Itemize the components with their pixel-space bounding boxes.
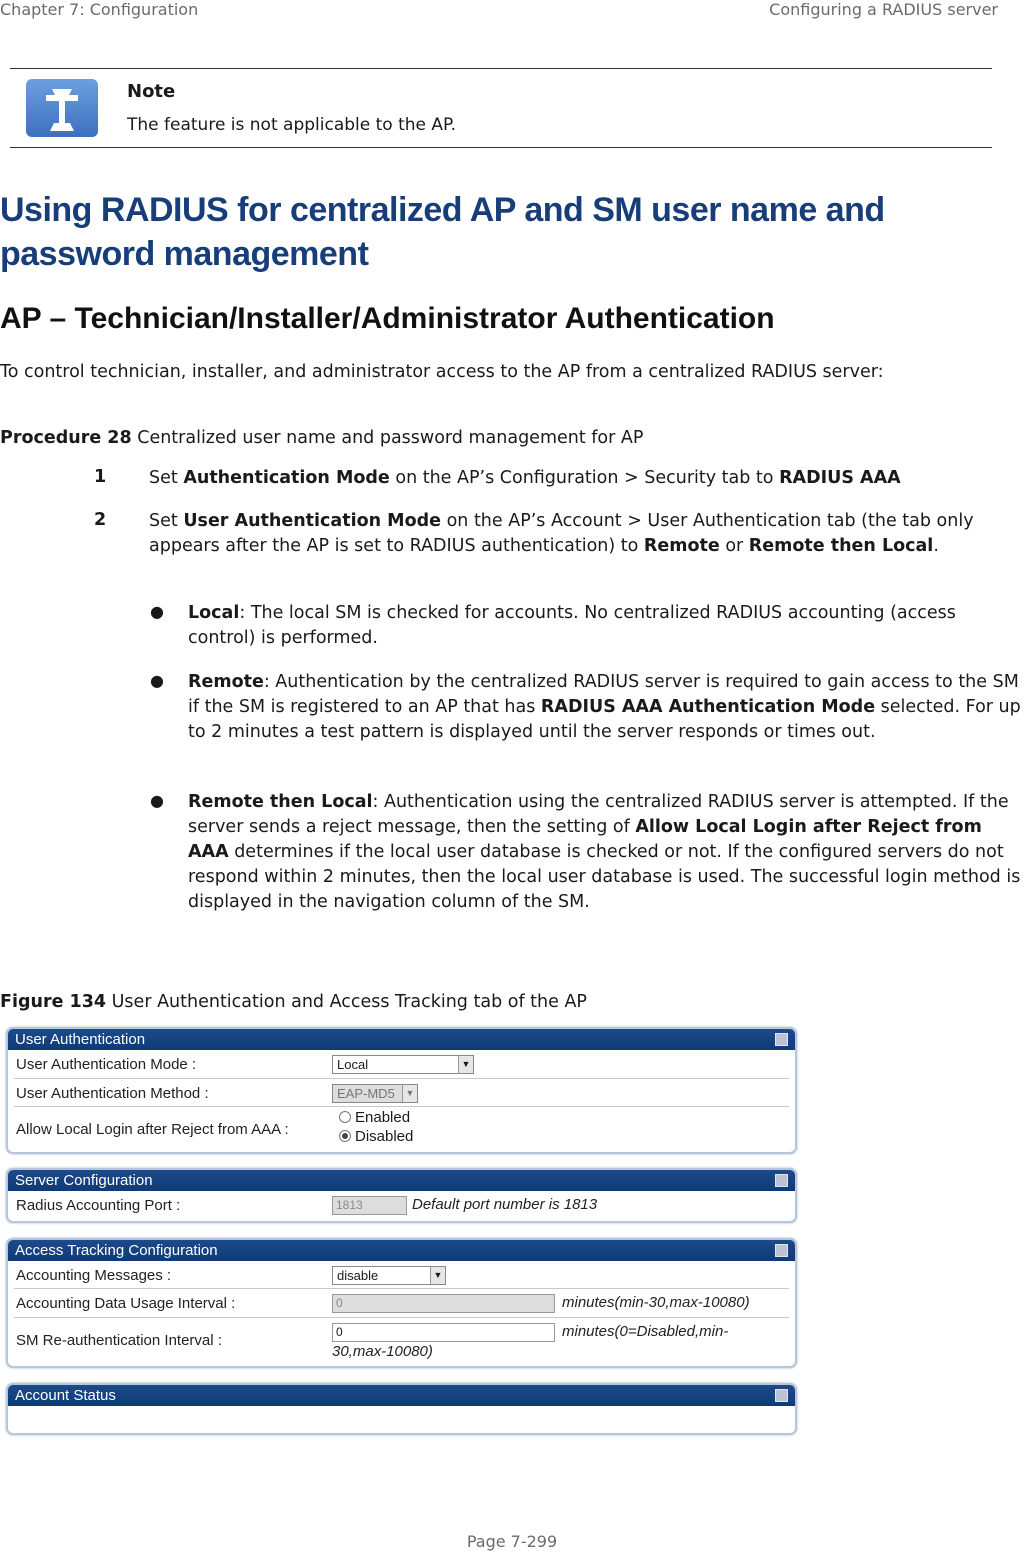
disabled-option[interactable]: Disabled <box>339 1128 413 1145</box>
minimize-icon[interactable] <box>775 1244 788 1257</box>
usage-interval-input[interactable]: 0 <box>332 1294 555 1313</box>
chapter-header: Chapter 7: Configuration <box>0 0 199 19</box>
server-configuration-panel <box>6 1168 797 1223</box>
panel-title: Access Tracking Configuration <box>8 1240 795 1261</box>
enabled-option[interactable]: Enabled <box>339 1109 410 1126</box>
subsection-heading: AP – Technician/Installer/Administrator Authentication <box>0 302 775 335</box>
step-2: Set User Authentication Mode on the AP’s Account > User Authentication tab (the tab only appears after the AP is set to RADIUS authentication) to Remote or Remote then Local. <box>149 511 974 556</box>
reauth-interval-row <box>14 1318 789 1362</box>
accounting-messages-label: Accounting Messages : <box>16 1267 172 1284</box>
intro-paragraph: To control technician, installer, and administrator access to the AP from a centralized RADIUS server: <box>0 362 884 382</box>
figure-text: User Authentication and Access Tracking tab of the AP <box>106 992 587 1012</box>
chevron-down-icon: ▼ <box>458 1056 473 1073</box>
radio-disabled[interactable] <box>339 1130 351 1142</box>
procedure-text: Centralized user name and password management for AP <box>131 428 644 448</box>
note-text: The feature is not applicable to the AP. <box>127 115 457 135</box>
panel-title: User Authentication <box>8 1029 795 1050</box>
chevron-down-icon: ▼ <box>430 1267 445 1284</box>
reauth-interval-input[interactable]: 0 <box>332 1323 555 1342</box>
access-tracking-panel <box>6 1238 797 1368</box>
allow-local-login-label: Allow Local Login after Reject from AAA : <box>16 1121 289 1138</box>
user-auth-method-row <box>14 1079 789 1107</box>
user-auth-method-select[interactable]: EAP-MD5 ▼ <box>332 1084 418 1103</box>
user-auth-mode-label: User Authentication Mode : <box>16 1056 197 1073</box>
panel-title: Account Status <box>8 1385 795 1406</box>
usage-interval-hint: minutes(min-30,max-10080) <box>562 1294 750 1311</box>
figure-label: Figure 134 <box>0 992 107 1012</box>
bullet-dot-icon: ● <box>150 671 164 690</box>
usage-interval-row <box>14 1289 789 1318</box>
minimize-icon[interactable] <box>775 1174 788 1187</box>
minimize-icon[interactable] <box>775 1033 788 1046</box>
step-number: 2 <box>94 510 107 530</box>
user-auth-mode-select[interactable]: Local ▼ <box>332 1055 474 1074</box>
note-title: Note <box>127 81 176 102</box>
bullet-local: Local: The local SM is checked for accounts. No centralized RADIUS accounting (access control) is performed. <box>188 603 956 648</box>
reauth-interval-label: SM Re-authentication Interval : <box>16 1332 222 1349</box>
radio-enabled[interactable] <box>339 1111 351 1123</box>
section-header: Configuring a RADIUS server <box>769 0 998 19</box>
user-auth-method-label: User Authentication Method : <box>16 1085 209 1102</box>
bullet-remote: Remote: Authentication by the centralized RADIUS server is required to gain access to the SM if the SM is registered to an AP that has RADIUS AAA Authentication Mode selected. For up to 2 minutes a test pattern is displayed until the server responds or times out. <box>188 672 1021 742</box>
procedure-caption <box>0 426 643 450</box>
user-auth-mode-row <box>14 1050 789 1079</box>
account-status-panel <box>6 1383 797 1435</box>
antenna-icon <box>26 79 98 137</box>
radius-port-label: Radius Accounting Port : <box>16 1197 181 1214</box>
step-number: 1 <box>94 467 107 487</box>
reauth-interval-hint: minutes(0=Disabled,min- <box>562 1323 729 1340</box>
allow-local-login-row <box>14 1107 789 1151</box>
usage-interval-label: Accounting Data Usage Interval : <box>16 1295 236 1312</box>
section-heading: Using RADIUS for centralized AP and SM user name and password management <box>0 191 885 273</box>
radius-port-input[interactable]: 1813 <box>332 1196 407 1215</box>
bullet-remote-then-local: Remote then Local: Authentication using the centralized RADIUS server is attempted. If the server sends a reject message, then the setting of Allow Local Login after Reject from AAA determines if the local user database is checked or not. If the configured servers do not respond within 2 minutes, then the local user database is used. The successful login method is displayed in the navigation column of the SM. <box>188 792 1021 912</box>
radius-port-row <box>14 1191 789 1219</box>
procedure-label: Procedure 28 <box>0 428 132 448</box>
step-1: Set Authentication Mode on the AP’s Configuration > Security tab to RADIUS AAA <box>149 468 901 488</box>
minimize-icon[interactable] <box>775 1389 788 1402</box>
accounting-messages-select[interactable]: disable ▼ <box>332 1266 446 1285</box>
user-authentication-panel <box>6 1027 797 1154</box>
panel-title: Server Configuration <box>8 1170 795 1191</box>
note-box <box>10 68 992 148</box>
reauth-interval-hint-cont: 30,max-10080) <box>332 1343 433 1360</box>
chevron-down-icon: ▼ <box>402 1085 417 1102</box>
bullet-dot-icon: ● <box>150 791 164 810</box>
page-number: Page 7-299 <box>466 1532 558 1551</box>
bullet-dot-icon: ● <box>150 602 164 621</box>
accounting-messages-row <box>14 1261 789 1289</box>
figure-caption <box>0 990 587 1014</box>
radius-port-hint: Default port number is 1813 <box>412 1196 598 1213</box>
